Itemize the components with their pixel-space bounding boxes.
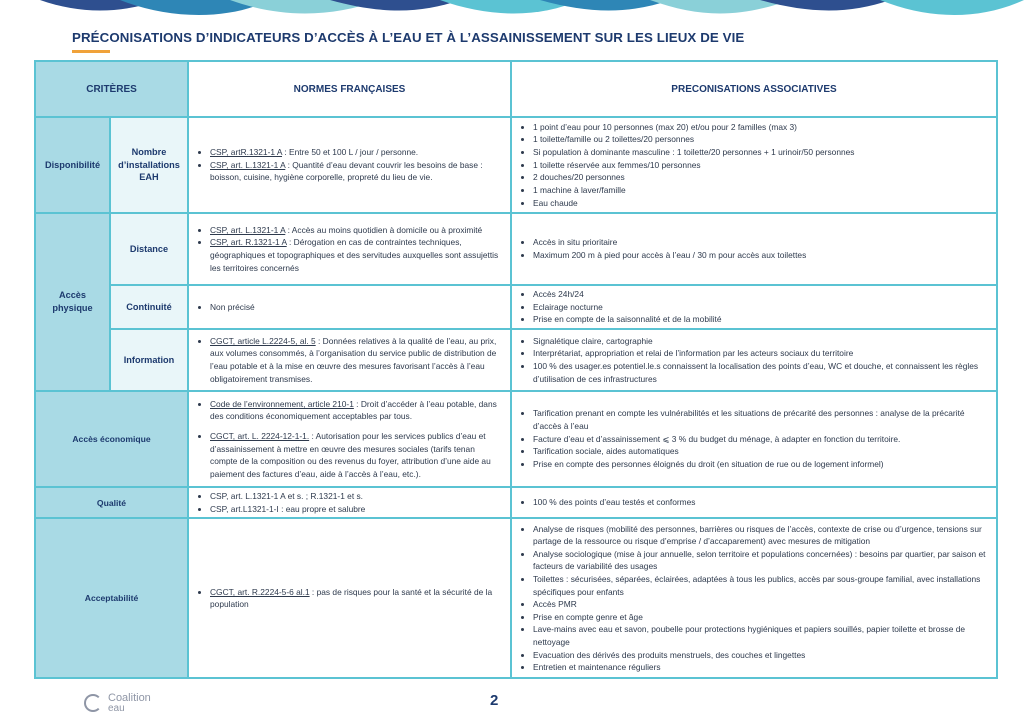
criterion-qualite: Qualité [35, 487, 188, 518]
list-item: • Maximum 200 m à pied pour accès à l’eau / 30 m pour accès aux toilettes [533, 249, 990, 262]
list-item: • Si population à dominante masculine : 1 toilette/20 personnes + 1 urinoir/50 personnes [533, 146, 990, 159]
logo-subtext: eau [108, 703, 125, 714]
row-distance [35, 213, 997, 285]
recs-acceptabilite [511, 518, 997, 678]
list-item: • 1 toilette réservée aux femmes/10 personnes [533, 159, 990, 172]
list-item: • Prise en compte des personnes éloignés du droit (en situation de rue ou de logement informel) [533, 458, 990, 471]
legal-ref-link[interactable]: Code de l’environnement, article 210-1 [210, 398, 354, 409]
list-item: • CSP, art. L.1321-1 A et s. ; R.1321-1 et s. [210, 490, 504, 503]
header-criteria: CRITÈRES [35, 61, 188, 117]
list-item: • Eau chaude [533, 197, 990, 210]
norms-distance [188, 213, 511, 285]
norms-acces-economique [188, 391, 511, 487]
list-item: • CSP, art. L.1321-1 A : Accès au moins quotidien à domicile ou à proximité [210, 224, 504, 237]
row-qualite [35, 487, 997, 518]
list-item: • Evacuation des dérivés des produits menstruels, des couches et lingettes [533, 649, 990, 662]
row-continuite [35, 285, 997, 329]
list-item: • Tarification sociale, aides automatiques [533, 445, 990, 458]
list-item: • CGCT, art. L. 2224-12-1-1. : Autorisation pour les services publics d’eau et d’assainissement à mettre en œuvre des mesures sociales (tarifs tenan compte de la composition ou des revenus du foyer, attribution d’une aide au paiement des factures d’eau, aide à l’accès à l’eau, etc.). [210, 430, 504, 480]
list-item: • CGCT, article L.2224-5, al. 5 : Données relatives à la qualité de l’eau, au prix, aux volumes consommés, à l’organisation du service public de distribution de l’eau potable et à la mise en œuvre des mesures favorisant l’accès à l’eau obligatoirement transmises. [210, 335, 504, 385]
criterion-acces-physique: Accès physique [35, 213, 110, 391]
norms-continuite [188, 285, 511, 329]
header-recommendations: PRECONISATIONS ASSOCIATIVES [511, 61, 997, 117]
list-item: • 1 point d’eau pour 10 personnes (max 20) et/ou pour 2 familles (max 3) [533, 121, 990, 134]
recs-qualite [511, 487, 997, 518]
list-item: • CSP, artR.1321-1 A : Entre 50 et 100 L / jour / personne. [210, 146, 504, 159]
list-item: • Tarification prenant en compte les vulnérabilités et les situations de précarité des personnes : analyse de la précarité d’accès à l’eau [533, 407, 990, 432]
subcriterion-distance: Distance [110, 213, 188, 285]
indicators-table [34, 60, 998, 679]
legal-ref-link[interactable]: CGCT, art. L. 2224-12-1-1. [210, 430, 310, 441]
legal-ref-link[interactable]: CSP, art. L.1321-1 A [210, 224, 286, 235]
norms-disponibilite [188, 117, 511, 213]
page-number: 2 [490, 692, 499, 709]
header-norms: NORMES FRANÇAISES [188, 61, 511, 117]
recs-continuite [511, 285, 997, 329]
list-item: • CSP, art.L1321-1-I : eau propre et salubre [210, 503, 504, 516]
list-item: • Code de l’environnement, article 210-1 : Droit d’accéder à l’eau potable, dans des conditions économiquement acceptables par tous. [210, 398, 504, 423]
list-item: • CGCT, art. R.2224-5-6 al.1 : pas de risques pour la santé et la sécurité de la population [210, 586, 504, 611]
list-item: • 100 % des usager.es potentiel.le.s connaissent la localisation des points d’eau, WC et douche, et connaissent les règles d’utilisation de ces infrastructures [533, 360, 990, 385]
recs-acces-economique [511, 391, 997, 487]
list-item: • CSP, art. R.1321-1 A : Dérogation en cas de contraintes techniques, géographiques et topographiques et des servitudes auxquelles sont assujettis les territoires concernés [210, 236, 504, 274]
legal-ref-link[interactable]: CGCT, art. R.2224-5-6 al.1 [210, 586, 310, 597]
list-item: • Eclairage nocturne [533, 301, 990, 314]
page-title: PRÉCONISATIONS D’INDICATEURS D’ACCÈS À L’EAU ET À L’ASSAINISSEMENT SUR LES LIEUX DE VIE [72, 30, 745, 45]
header-row [35, 61, 997, 117]
legal-ref-link[interactable]: CSP, artR.1321-1 A [210, 147, 283, 158]
list-item: • Signalétique claire, cartographie [533, 335, 990, 348]
list-item: • Accès PMR [533, 598, 990, 611]
legal-ref-link[interactable]: CSP, art. L.1321-1 A [210, 159, 286, 170]
list-item: • Analyse sociologique (mise à jour annuelle, selon territoire et populations concernées) : besoins par quartier, par saison et facteurs de variabilité des usages [533, 548, 990, 573]
list-item: • Entretien et maintenance réguliers [533, 661, 990, 674]
list-item: • CSP, art. L.1321-1 A : Quantité d’eau devant couvrir les besoins de base : boisson, cuisine, hygiène corporelle, propreté du lieu de vie. [210, 159, 504, 184]
coalition-eau-logo [84, 692, 174, 716]
list-item: • 2 douches/20 personnes [533, 171, 990, 184]
list-item: • 1 toilette/famille ou 2 toilettes/20 personnes [533, 133, 990, 146]
list-item: • Non précisé [210, 301, 504, 314]
subcriterion-continuite: Continuité [110, 285, 188, 329]
list-item: • Toilettes : sécurisées, séparées, éclairées, adaptées à tous les publics, accès par sous-groupe familial, avec installations spécifiques pour enfants [533, 573, 990, 598]
list-item: • Facture d’eau et d’assainissement ⩽ 3 % du budget du ménage, à adapter en fonction du territoire. [533, 433, 990, 446]
list-item: • Prise en compte genre et âge [533, 611, 990, 624]
legal-ref-link[interactable]: CSP, art. R.1321-1 A [210, 237, 287, 248]
top-wave-decoration [0, 0, 1024, 24]
logo-icon [84, 694, 102, 712]
row-disponibilite [35, 117, 997, 213]
row-information [35, 329, 997, 391]
row-acceptabilite [35, 518, 997, 678]
recs-disponibilite [511, 117, 997, 213]
norms-acceptabilite [188, 518, 511, 678]
recs-distance [511, 213, 997, 285]
subcriterion-installations: Nombre d’installations EAH [110, 117, 188, 213]
norms-qualite [188, 487, 511, 518]
list-item: • Analyse de risques (mobilité des personnes, barrières ou risques de l’accès, contexte de crise ou d’urgence, tensions sur partage de la ressource ou risque d’emprise / d’accaparement) avec mesures de mitigation [533, 523, 990, 548]
list-item: • Accès 24h/24 [533, 288, 990, 301]
list-item: • Lave-mains avec eau et savon, poubelle pour protections hygiéniques et papiers souillés, papier toilette et brosse de nettoyage [533, 623, 990, 648]
list-item: • Prise en compte de la saisonnalité et de la mobilité [533, 313, 990, 326]
subcriterion-information: Information [110, 329, 188, 391]
norms-information [188, 329, 511, 391]
legal-ref-link[interactable]: CGCT, article L.2224-5, al. 5 [210, 335, 316, 346]
criterion-disponibilite: Disponibilité [35, 117, 110, 213]
row-acces-economique [35, 391, 997, 487]
list-item: • Interprétariat, appropriation et relai de l’information par les acteurs sociaux du territoire [533, 347, 990, 360]
title-underline [72, 50, 110, 53]
criterion-acceptabilite: Acceptabilité [35, 518, 188, 678]
list-item: • Accès in situ prioritaire [533, 236, 990, 249]
list-item: • 1 machine à laver/famille [533, 184, 990, 197]
recs-information [511, 329, 997, 391]
logo-text: Coalition [108, 692, 151, 704]
list-item: • 100 % des points d’eau testés et conformes [533, 496, 990, 509]
criterion-acces-economique: Accès économique [35, 391, 188, 487]
